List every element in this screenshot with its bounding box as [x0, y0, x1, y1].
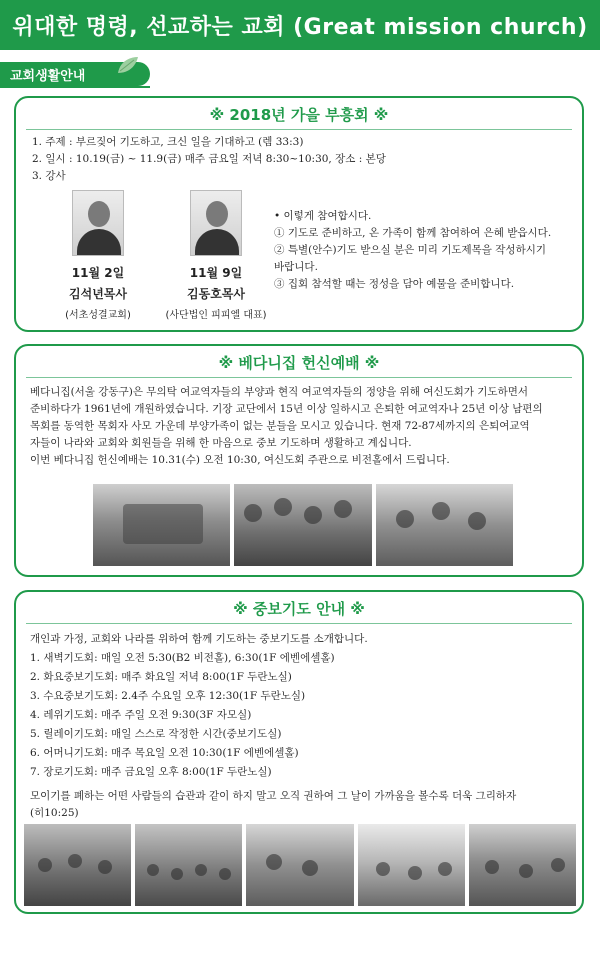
speaker-date: 11월 2일 — [71, 266, 125, 280]
bethany-line: 준비하다가 1961년에 개원하였습니다. 기장 교단에서 15년 이상 일하시고 은퇴한 여교역자나 25년 이상 남편의 — [30, 403, 543, 415]
prayer-item: 5. 릴레이기도회: 매일 스스로 작정한 시간(중보기도실) — [30, 728, 282, 740]
revival-theme: 1. 주제 : 부르짖어 기도하고, 크신 일을 기대하고 (렘 33:3) — [32, 136, 304, 148]
bethany-line: 자들이 나라와 교회와 회원들을 위해 한 마음으로 중보 기도하며 생활하고 계십니다. — [30, 437, 412, 449]
leaf-icon — [116, 55, 140, 75]
speaker-affiliation: (서초성결교회) — [65, 310, 131, 321]
revival-card — [14, 96, 584, 332]
participation-item: ① 기도로 준비하고, 온 가족이 함께 참여하여 은혜 받읍시다. — [274, 227, 552, 239]
speaker-date: 11월 9일 — [189, 266, 243, 280]
bethany-photo-strip — [93, 484, 513, 566]
prayer-item: 2. 화요중보기도회: 매주 화요일 저녁 8:00(1F 두란노실) — [30, 671, 292, 683]
speaker-name: 김동호목사 — [187, 287, 245, 301]
intercession-intro: 개인과 가정, 교회와 나라를 위하여 함께 기도하는 중보기도를 소개합니다. — [30, 633, 368, 645]
participation-item: ③ 집회 참석할 때는 정성을 담아 예물을 준비합니다. — [274, 278, 515, 290]
prayer-item: 4. 레위기도회: 매주 주일 오전 9:30(3F 자모실) — [30, 709, 252, 721]
building-photo — [93, 484, 230, 566]
section-tab-rule — [0, 86, 150, 88]
speaker-card — [38, 190, 158, 321]
verse-line: 모이기를 폐하는 어떤 사람들의 습관과 같이 하지 말고 오직 권하여 그 날이 가까움을 볼수록 더욱 그리하자 — [30, 790, 517, 802]
bethany-line: 베다니집(서울 강동구)은 무의탁 여교역자들의 부양과 현직 여교역자들의 정양을 위해 여신도회가 기도하면서 — [30, 386, 529, 398]
group-photo — [234, 484, 371, 566]
speaker-card — [156, 190, 276, 321]
intercession-title: ※ 중보기도 안내 ※ — [233, 600, 365, 618]
bethany-card — [14, 344, 584, 577]
prayer-photo — [135, 824, 242, 906]
revival-speakers-label: 3. 강사 — [32, 170, 66, 182]
revival-title: ※ 2018년 가을 부흥회 ※ — [209, 106, 389, 124]
speaker-affiliation: (사단법인 피피엘 대표) — [165, 310, 267, 321]
revival-details — [32, 134, 386, 185]
section-tab-label: 교회생활안내 — [10, 68, 86, 84]
prayer-item: 6. 어머니기도회: 매주 목요일 오전 10:30(1F 에벤에셀홀) — [30, 747, 299, 759]
speaker-name: 김석년목사 — [69, 287, 127, 301]
prayer-photo — [358, 824, 465, 906]
speaker-photo — [72, 190, 124, 256]
prayer-item: 3. 수요중보기도회: 2.4주 수요일 오후 12:30(1F 두란노실) — [30, 690, 306, 702]
bethany-line: 이번 베다니집 헌신예배는 10.31(수) 오전 10:30, 여신도회 주관으로 비전홀에서 드립니다. — [30, 454, 450, 466]
group-photo — [376, 484, 513, 566]
title-divider — [26, 623, 572, 624]
revival-schedule: 2. 일시 : 10.19(금) ~ 11.9(금) 매주 금요일 저녁 8:30~10:30, 장소 : 본당 — [32, 153, 386, 165]
banner-text: 위대한 명령, 선교하는 교회 (Great mission church) — [12, 14, 588, 40]
prayer-photo — [469, 824, 576, 906]
intercession-card — [14, 590, 584, 914]
prayer-photo — [246, 824, 353, 906]
bethany-description — [30, 384, 576, 469]
participation-intro: • 이렇게 참여합시다. — [274, 210, 372, 222]
prayer-photo — [24, 824, 131, 906]
participation-guide — [274, 208, 551, 293]
prayer-item: 1. 새벽기도회: 매일 오전 5:30(B2 비전홀), 6:30(1F 에벤에셀홀) — [30, 652, 335, 664]
prayer-schedule — [30, 630, 368, 782]
speaker-photo — [190, 190, 242, 256]
verse-line: (히10:25) — [30, 807, 79, 819]
prayer-photo-strip — [24, 824, 576, 906]
prayer-item: 7. 장로기도회: 매주 금요일 오후 8:00(1F 두란노실) — [30, 766, 272, 778]
participation-item: 바랍니다. — [274, 261, 318, 273]
scripture-verse — [30, 788, 576, 822]
bethany-title: ※ 베다니집 헌신예배 ※ — [218, 354, 380, 372]
title-divider — [26, 129, 572, 130]
participation-item: ② 특별(안수)기도 받으실 분은 미리 기도제목을 작성하시기 — [274, 244, 547, 256]
bethany-line: 목회를 동역한 목회자 사모 가운데 부양가족이 없는 분들을 모시고 있습니다. 현재 72-87세까지의 은퇴여교역 — [30, 420, 530, 432]
top-banner — [0, 0, 600, 50]
title-divider — [26, 377, 572, 378]
